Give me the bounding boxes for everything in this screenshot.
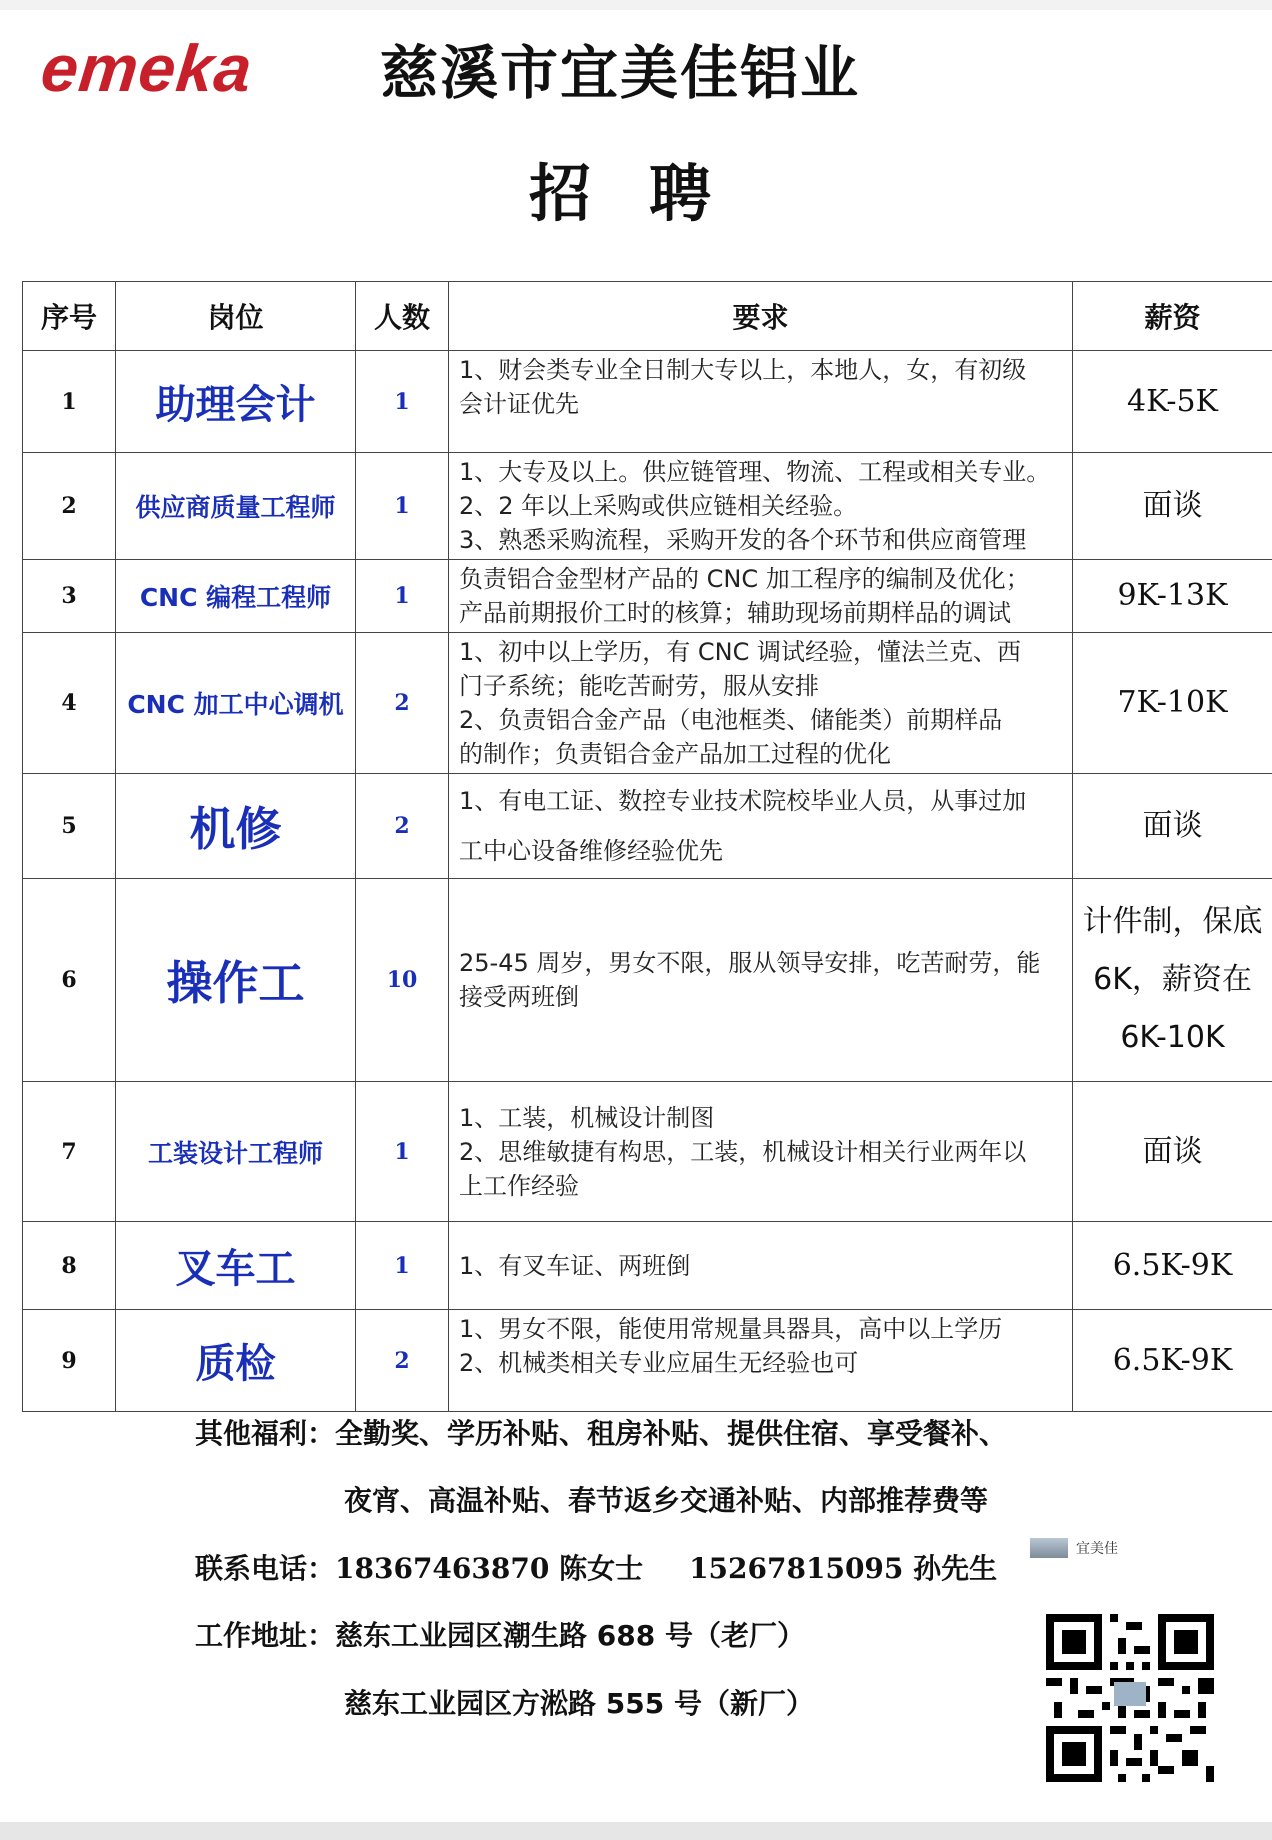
row-count: 1 bbox=[356, 1222, 449, 1310]
table-row bbox=[23, 633, 1272, 774]
requirement-line: 接受两班倒 bbox=[459, 983, 579, 1011]
requirement-line: 产品前期报价工时的核算；辅助现场前期样品的调试 bbox=[459, 599, 1011, 627]
row-count: 2 bbox=[356, 774, 449, 879]
row-no: 6 bbox=[23, 879, 116, 1082]
phone-2[interactable]: 15267815095 孙先生 bbox=[689, 1552, 998, 1585]
row-count: 10 bbox=[356, 879, 449, 1082]
company-name: 慈溪市宜美佳铝业 bbox=[379, 39, 860, 107]
salary-line: 计件制，保底 bbox=[1082, 904, 1263, 939]
header-salary: 薪资 bbox=[1073, 282, 1272, 351]
top-strip bbox=[0, 0, 1272, 10]
qr-code-icon[interactable] bbox=[1046, 1614, 1214, 1782]
benefits-row bbox=[195, 1412, 1007, 1452]
salary-line: 7K-10K bbox=[1117, 685, 1228, 720]
row-requirements bbox=[449, 560, 1073, 633]
row-requirements bbox=[449, 1310, 1073, 1412]
requirement-line: 3、熟悉采购流程，采购开发的各个环节和供应商管理 bbox=[459, 526, 1027, 554]
row-no: 1 bbox=[23, 351, 116, 453]
requirement-line: 1、男女不限，能使用常规量具器具，高中以上学历 bbox=[459, 1315, 1003, 1343]
address-label: 工作地址： bbox=[195, 1619, 336, 1652]
requirement-line: 1、初中以上学历，有 CNC 调试经验，懂法兰克、西 bbox=[459, 638, 1021, 666]
salary-line: 6K-10K bbox=[1120, 1020, 1225, 1055]
bottom-strip bbox=[0, 1822, 1272, 1840]
requirement-line: 1、大专及以上。供应链管理、物流、工程或相关专业。 bbox=[459, 458, 1051, 486]
row-count: 1 bbox=[356, 453, 449, 560]
requirement-line: 2、2 年以上采购或供应链相关经验。 bbox=[459, 492, 858, 520]
table-row bbox=[23, 560, 1272, 633]
row-salary bbox=[1073, 879, 1272, 1082]
row-requirements bbox=[449, 774, 1073, 879]
table-row bbox=[23, 774, 1272, 879]
requirement-line: 1、财会类专业全日制大专以上，本地人，女，有初级 bbox=[459, 356, 1027, 384]
page-title: 招聘 bbox=[528, 156, 769, 230]
row-no: 5 bbox=[23, 774, 116, 879]
address-2: 慈东工业园区方淞路 555 号（新厂） bbox=[344, 1687, 814, 1720]
salary-line: 9K-13K bbox=[1117, 578, 1228, 613]
benefits-text: 全勤奖、学历补贴、租房补贴、提供住宿、享受餐补、 bbox=[335, 1417, 1008, 1450]
requirement-line: 上工作经验 bbox=[459, 1171, 579, 1200]
job-table bbox=[22, 281, 1272, 1412]
qr-caption bbox=[1030, 1536, 1140, 1560]
row-salary bbox=[1073, 351, 1272, 453]
row-position: 工装设计工程师 bbox=[116, 1082, 356, 1222]
address-1: 慈东工业园区潮生路 688 号（老厂） bbox=[335, 1619, 805, 1652]
row-count: 1 bbox=[356, 560, 449, 633]
row-requirements bbox=[449, 633, 1073, 774]
header-position: 岗位 bbox=[116, 282, 356, 351]
address-row bbox=[195, 1614, 805, 1654]
salary-line: 6.5K-9K bbox=[1112, 1342, 1233, 1378]
row-no: 9 bbox=[23, 1310, 116, 1412]
requirement-line: 门子系统；能吃苦耐劳，服从安排 bbox=[459, 672, 819, 700]
row-no: 7 bbox=[23, 1082, 116, 1222]
requirement-line: 2、思维敏捷有构思，工装，机械设计相关行业两年以 bbox=[459, 1137, 1027, 1166]
row-salary bbox=[1073, 774, 1272, 879]
row-requirements bbox=[449, 453, 1073, 560]
row-salary bbox=[1073, 633, 1272, 774]
row-no: 4 bbox=[23, 633, 116, 774]
requirement-line: 会计证优先 bbox=[459, 390, 579, 418]
row-salary bbox=[1073, 453, 1272, 560]
row-count: 1 bbox=[356, 351, 449, 453]
row-position: 助理会计 bbox=[116, 351, 356, 453]
row-no: 8 bbox=[23, 1222, 116, 1310]
requirement-line: 工中心设备维修经验优先 bbox=[459, 837, 723, 865]
requirement-line: 2、负责铝合金产品（电池框类、储能类）前期样品 bbox=[459, 706, 1003, 734]
table-row bbox=[23, 351, 1272, 453]
row-position: 叉车工 bbox=[116, 1222, 356, 1310]
table-row bbox=[23, 1082, 1272, 1222]
requirement-line: 负责铝合金型材产品的 CNC 加工程序的编制及优化； bbox=[459, 565, 1030, 593]
requirement-line: 25-45 周岁，男女不限，服从领导安排，吃苦耐劳，能 bbox=[459, 949, 1041, 977]
requirement-line: 的制作；负责铝合金产品加工过程的优化 bbox=[459, 740, 891, 768]
row-position: 操作工 bbox=[116, 879, 356, 1082]
salary-line: 面谈 bbox=[1142, 488, 1203, 523]
row-salary bbox=[1073, 1222, 1272, 1310]
row-requirements bbox=[449, 879, 1073, 1082]
row-position: CNC 编程工程师 bbox=[116, 560, 356, 633]
table-row bbox=[23, 1222, 1272, 1310]
table-row bbox=[23, 1310, 1272, 1412]
salary-line: 面谈 bbox=[1142, 1133, 1203, 1169]
qr-thumbnail-icon bbox=[1030, 1538, 1068, 1558]
phone-label: 联系电话： bbox=[195, 1552, 336, 1585]
benefits-label: 其他福利： bbox=[195, 1417, 336, 1450]
requirement-line: 1、工装，机械设计制图 bbox=[459, 1103, 715, 1132]
row-position: CNC 加工中心调机 bbox=[116, 633, 356, 774]
requirement-line: 2、机械类相关专业应届生无经验也可 bbox=[459, 1349, 859, 1377]
qr-caption-text: 宜美佳 bbox=[1076, 1541, 1118, 1557]
requirement-line: 1、有电工证、数控专业技术院校毕业人员，从事过加 bbox=[459, 787, 1027, 815]
header-count: 人数 bbox=[356, 282, 449, 351]
row-requirements bbox=[449, 351, 1073, 453]
salary-line: 面谈 bbox=[1142, 808, 1203, 843]
row-position: 机修 bbox=[116, 774, 356, 879]
row-count: 2 bbox=[356, 1310, 449, 1412]
header-requirements: 要求 bbox=[449, 282, 1073, 351]
table-header-row bbox=[23, 282, 1272, 351]
table-row bbox=[23, 453, 1272, 560]
emeka-logo: emeka bbox=[37, 30, 257, 105]
table-row bbox=[23, 879, 1272, 1082]
row-salary bbox=[1073, 1310, 1272, 1412]
row-count: 2 bbox=[356, 633, 449, 774]
row-salary bbox=[1073, 560, 1272, 633]
row-no: 2 bbox=[23, 453, 116, 560]
row-position: 质检 bbox=[116, 1310, 356, 1412]
row-position: 供应商质量工程师 bbox=[116, 453, 356, 560]
requirement-line: 1、有叉车证、两班倒 bbox=[459, 1251, 691, 1280]
header-no: 序号 bbox=[23, 282, 116, 351]
benefits-row-2: 夜宵、高温补贴、春节返乡交通补贴、内部推荐费等 bbox=[344, 1484, 989, 1517]
salary-line: 6.5K-9K bbox=[1112, 1247, 1233, 1283]
row-salary bbox=[1073, 1082, 1272, 1222]
row-no: 3 bbox=[23, 560, 116, 633]
phone-row bbox=[195, 1547, 997, 1587]
salary-line: 4K-5K bbox=[1127, 383, 1218, 419]
row-requirements bbox=[449, 1222, 1073, 1310]
phone-1[interactable]: 18367463870 陈女士 bbox=[335, 1552, 644, 1585]
row-requirements bbox=[449, 1082, 1073, 1222]
salary-line: 6K，薪资在 bbox=[1093, 962, 1252, 997]
row-count: 1 bbox=[356, 1082, 449, 1222]
